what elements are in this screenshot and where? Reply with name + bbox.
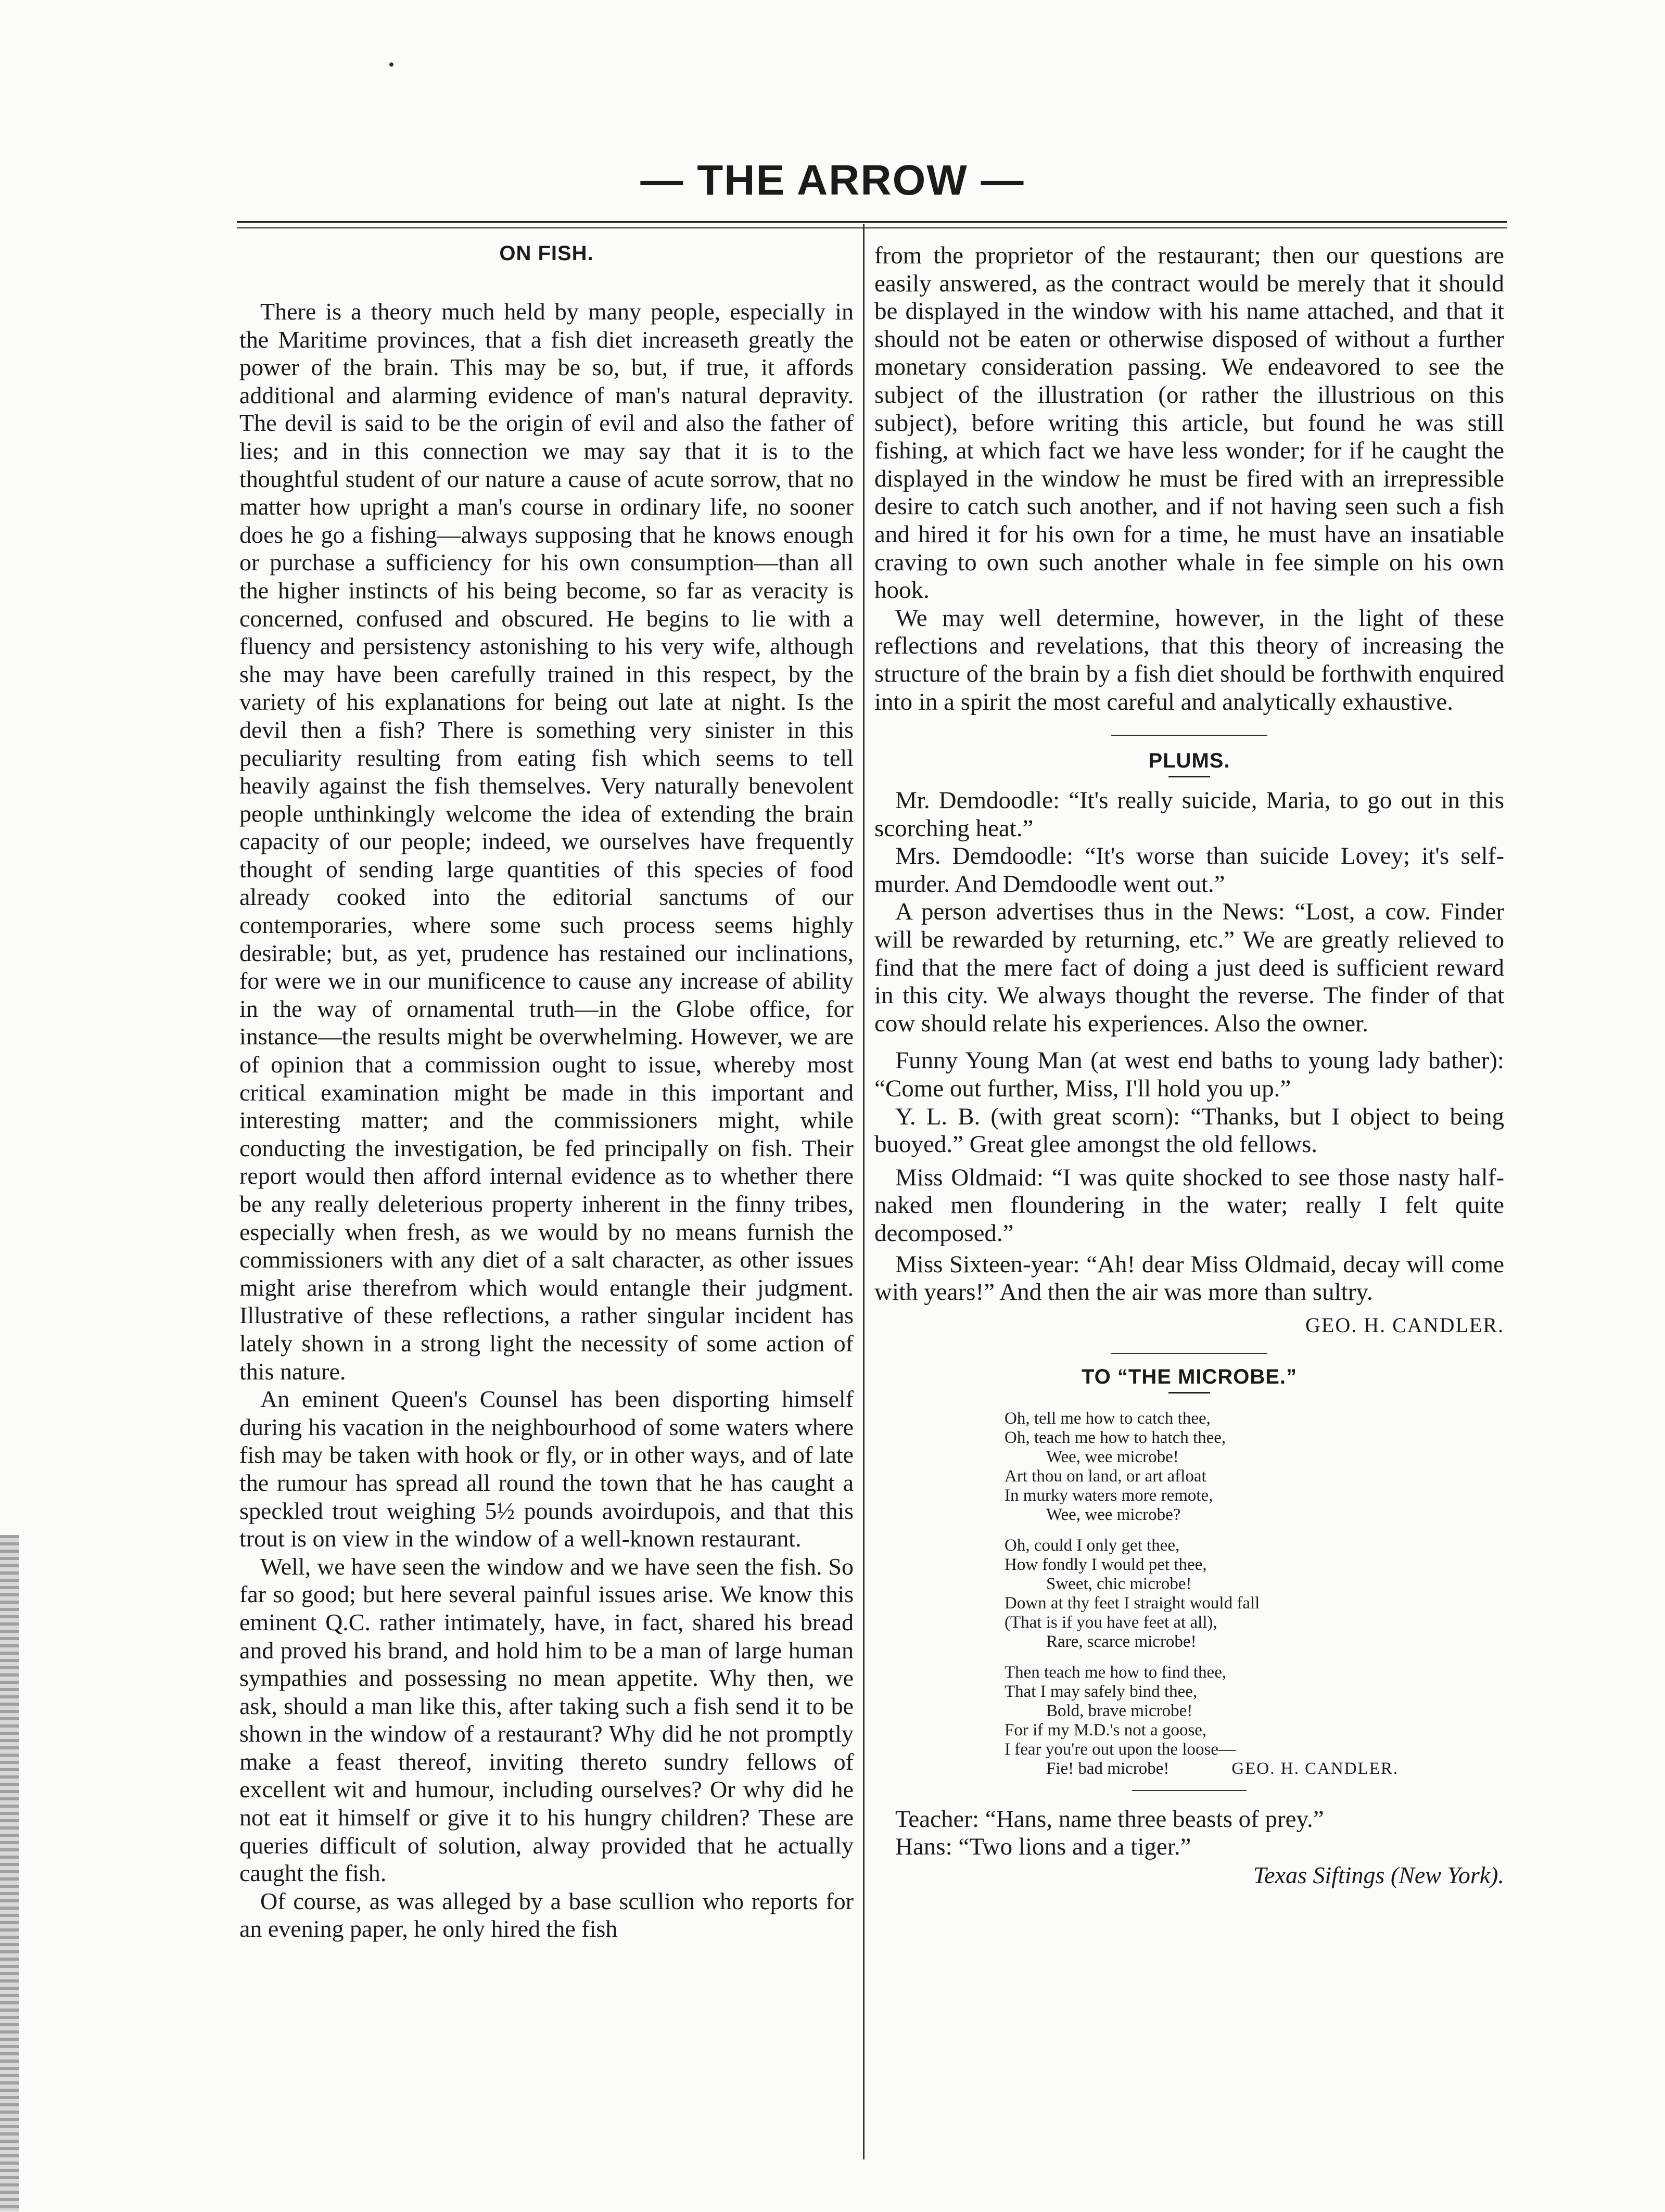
article-closing: We may well determine, however, in the light of these reflections and revelations, that this theory of increasing the structure of the brain by a fish diet should be forthwith enquired into in a spirit the most careful and analytically exhaustive. bbox=[874, 604, 1504, 715]
margin-speck bbox=[389, 62, 393, 67]
poem-line: Oh, teach me how to hatch thee, bbox=[1005, 1428, 1226, 1447]
right-column bbox=[874, 242, 1504, 1889]
poem-line: How fondly I would pet thee, bbox=[1005, 1555, 1207, 1574]
poem-line: Then teach me how to find thee, bbox=[1005, 1663, 1227, 1682]
poem-line: Wee, wee microbe! bbox=[1046, 1447, 1179, 1466]
column-divider bbox=[863, 224, 865, 2159]
plum-item: Miss Oldmaid: “I was quite shocked to see those nasty half-naked men floundering in the water; really I felt quite decomposed.” bbox=[874, 1163, 1504, 1247]
joke-source: Texas Siftings (New York). bbox=[1253, 1861, 1504, 1888]
poem-line: Down at thy feet I straight would fall bbox=[1005, 1593, 1260, 1613]
plum-item: A person advertises thus in the News: “Lost, a cow. Finder will be rewarded by returning, etc.” We are greatly relieved to find that the mere fact of doing a just deed is sufficient reward in this city. We always thought the reverse. The finder of that cow should relate his experiences. Also the owner. bbox=[874, 898, 1504, 1037]
poem-line: That I may safely bind thee, bbox=[1005, 1682, 1198, 1701]
joke-line: Hans: “Two lions and a tiger.” bbox=[895, 1833, 1191, 1861]
poem-line: Rare, scarce microbe! bbox=[1046, 1632, 1197, 1651]
masthead-title: — THE ARROW — bbox=[640, 157, 1025, 204]
article-paragraph: An eminent Queen's Counsel has been disporting himself during his vacation in the neighbourhood of some waters where fish may be taken with hook or fly, or in other ways, and of late the rumour has spread all round the town that he has caught a speckled trout weighing 5½ pounds avoirdupois, and that this trout is on view in the window of a well-known restaurant. bbox=[239, 1386, 854, 1552]
poem-line: Art thou on land, or art afloat bbox=[1005, 1466, 1206, 1486]
poem-line bbox=[1005, 1759, 1504, 1779]
poem-line: For if my M.D.'s not a goose, bbox=[1005, 1720, 1207, 1740]
poem-line-text: Fie! bad microbe! bbox=[1046, 1759, 1170, 1778]
poem-line: Wee, wee microbe? bbox=[1046, 1505, 1181, 1524]
poem-stanza bbox=[1005, 1409, 1504, 1525]
left-column bbox=[239, 242, 854, 1943]
page-edge-shadow bbox=[0, 1535, 19, 2211]
joke-line: Teacher: “Hans, name three beasts of prey.” bbox=[895, 1805, 1324, 1833]
section-title-plums: PLUMS. bbox=[1148, 749, 1230, 773]
poem-stanza bbox=[1005, 1536, 1504, 1652]
poem-title: TO “THE MICROBE.” bbox=[1081, 1365, 1298, 1388]
plum-item: Miss Sixteen-year: “Ah! dear Miss Oldmaid, decay will come with years!” And then the air was more than sultry. bbox=[874, 1250, 1504, 1306]
poem-stanza bbox=[1005, 1663, 1504, 1779]
poem-line: (That is if you have feet at all), bbox=[1005, 1613, 1217, 1632]
article-continuation: from the proprietor of the restaurant; then our questions are easily answered, as the contract would be merely that it should be displayed in the window with his name attached, and that it should not be eaten or otherwise disposed of without a further monetary consideration passing. We endeavored to see the subject of the illustration (or rather the illustrious on this subject), before writing this article, but found he was still fishing, at which fact we have less wonder; for if he caught the displayed in the window he must be fired with an irrepressible desire to catch such another, and if not having seen such a fish and hired it for his own for a time, he must have an insatiable craving to own such another whale in fee simple on his own hook. bbox=[874, 242, 1504, 604]
plums-list bbox=[874, 787, 1504, 1307]
article-paragraph: Of course, as was alleged by a base scullion who reports for an evening paper, he only hired the fish bbox=[239, 1887, 854, 1942]
poem-line: I fear you're out upon the loose— bbox=[1005, 1740, 1236, 1759]
plum-item: Mrs. Demdoodle: “It's worse than suicide Lovey; it's self-murder. And Demdoodle went out.” bbox=[874, 842, 1504, 898]
article-paragraph: There is a theory much held by many people, especially in the Maritime provinces, that a fish diet increaseth greatly the power of the brain. This may be so, but, if true, it affords additional and alarming evidence of man's natural depravity. The devil is said to be the origin of evil and also the father of lies; and in this connection we may say that it is to the thoughtful student of our nature a cause of acute sorrow, that no matter how upright a man's course in ordinary life, no sooner does he go a fishing—always supposing that he knows enough or purchase a sufficiency for his own consumption—than all the higher instincts of his being become, so far as veracity is concerned, confused and obscured. He begins to lie with a fluency and persistency astonishing to his very wife, although she may have been carefully trained in this respect, by the variety of his explanations for being out late at night. Is the devil then a fish? There is something very sinister in this peculiarity resulting from eating fish which seems to tell heavily against the fish themselves. Very naturally benevolent people unthinkingly welcome the idea of extending the brain capacity of our people; indeed, we ourselves have frequently thought of sending large quantities of this species of food already cooked into the editorial sanctums of our contemporaries, where some such process seems highly desirable; but, as yet, prudence has restained our inclinations, for were we in our munificence to cause any increase of ability in the way of ornamental truth—in the Globe office, for instance—the results might be overwhelming. However, we are of opinion that a commission ought to issue, whereby most critical examination might be made in this important and interesting matter; and the commissioners might, while conducting the investigation, be fed principally on fish. Their report would then afford internal evidence as to whether there be any really deleterious property inherent in the finny tribes, especially when fresh, as we would by no means furnish the commissioners with any diet of a salt character, as other issues might arise therefrom which would entangle their judgment. Illustrative of these reflections, a rather singular incident has lately shown in a strong light the necessity of some action of this nature. bbox=[239, 298, 854, 1385]
masthead-rule-bottom bbox=[237, 227, 1507, 228]
poem-line: Oh, tell me how to catch thee, bbox=[1005, 1409, 1211, 1428]
poem-line: In murky waters more remote, bbox=[1005, 1486, 1213, 1505]
title-underline bbox=[1168, 776, 1210, 777]
poem-line: Sweet, chic microbe! bbox=[1046, 1574, 1192, 1593]
poem-line: Bold, brave microbe! bbox=[1046, 1701, 1193, 1720]
section-divider bbox=[1111, 1353, 1267, 1354]
section-divider bbox=[1111, 735, 1267, 736]
article-paragraph: Well, we have seen the window and we have seen the fish. So far so good; but here several painful issues arise. We know this eminent Q.C. rather intimately, have, in fact, shared his bread and proved his brand, and hold him to be a man of large human sympathies and possessing no mean appetite. Why then, we ask, should a man like this, after taking such a fish send it to be shown in the window of a restaurant? Why did he not promptly make a feast thereof, inviting thereto sundry fellows of excellent wit and humour, including ourselves? Or why did he not eat it himself or give it to his hungry children? These are queries difficult of solution, alway provided that he actually caught the fish. bbox=[239, 1553, 854, 1887]
poem bbox=[1005, 1409, 1504, 1779]
article-title-on-fish: ON FISH. bbox=[499, 242, 594, 265]
poem-signature: GEO. H. CANDLER. bbox=[1231, 1759, 1399, 1778]
title-underline bbox=[1168, 1392, 1210, 1393]
section-divider bbox=[1132, 1790, 1247, 1791]
joke bbox=[874, 1806, 1504, 1889]
plums-signature: GEO. H. CANDLER. bbox=[1305, 1313, 1504, 1337]
plum-item: Y. L. B. (with great scorn): “Thanks, but I object to being buoyed.” Great glee amongst the old fellows. bbox=[874, 1103, 1504, 1158]
poem-line: Oh, could I only get thee, bbox=[1005, 1536, 1180, 1555]
plum-item: Mr. Demdoodle: “It's really suicide, Maria, to go out in this scorching heat.” bbox=[874, 787, 1504, 842]
masthead-rule-top bbox=[237, 221, 1507, 223]
plum-item: Funny Young Man (at west end baths to young lady bather): “Come out further, Miss, I'll hold you up.” bbox=[874, 1047, 1504, 1103]
